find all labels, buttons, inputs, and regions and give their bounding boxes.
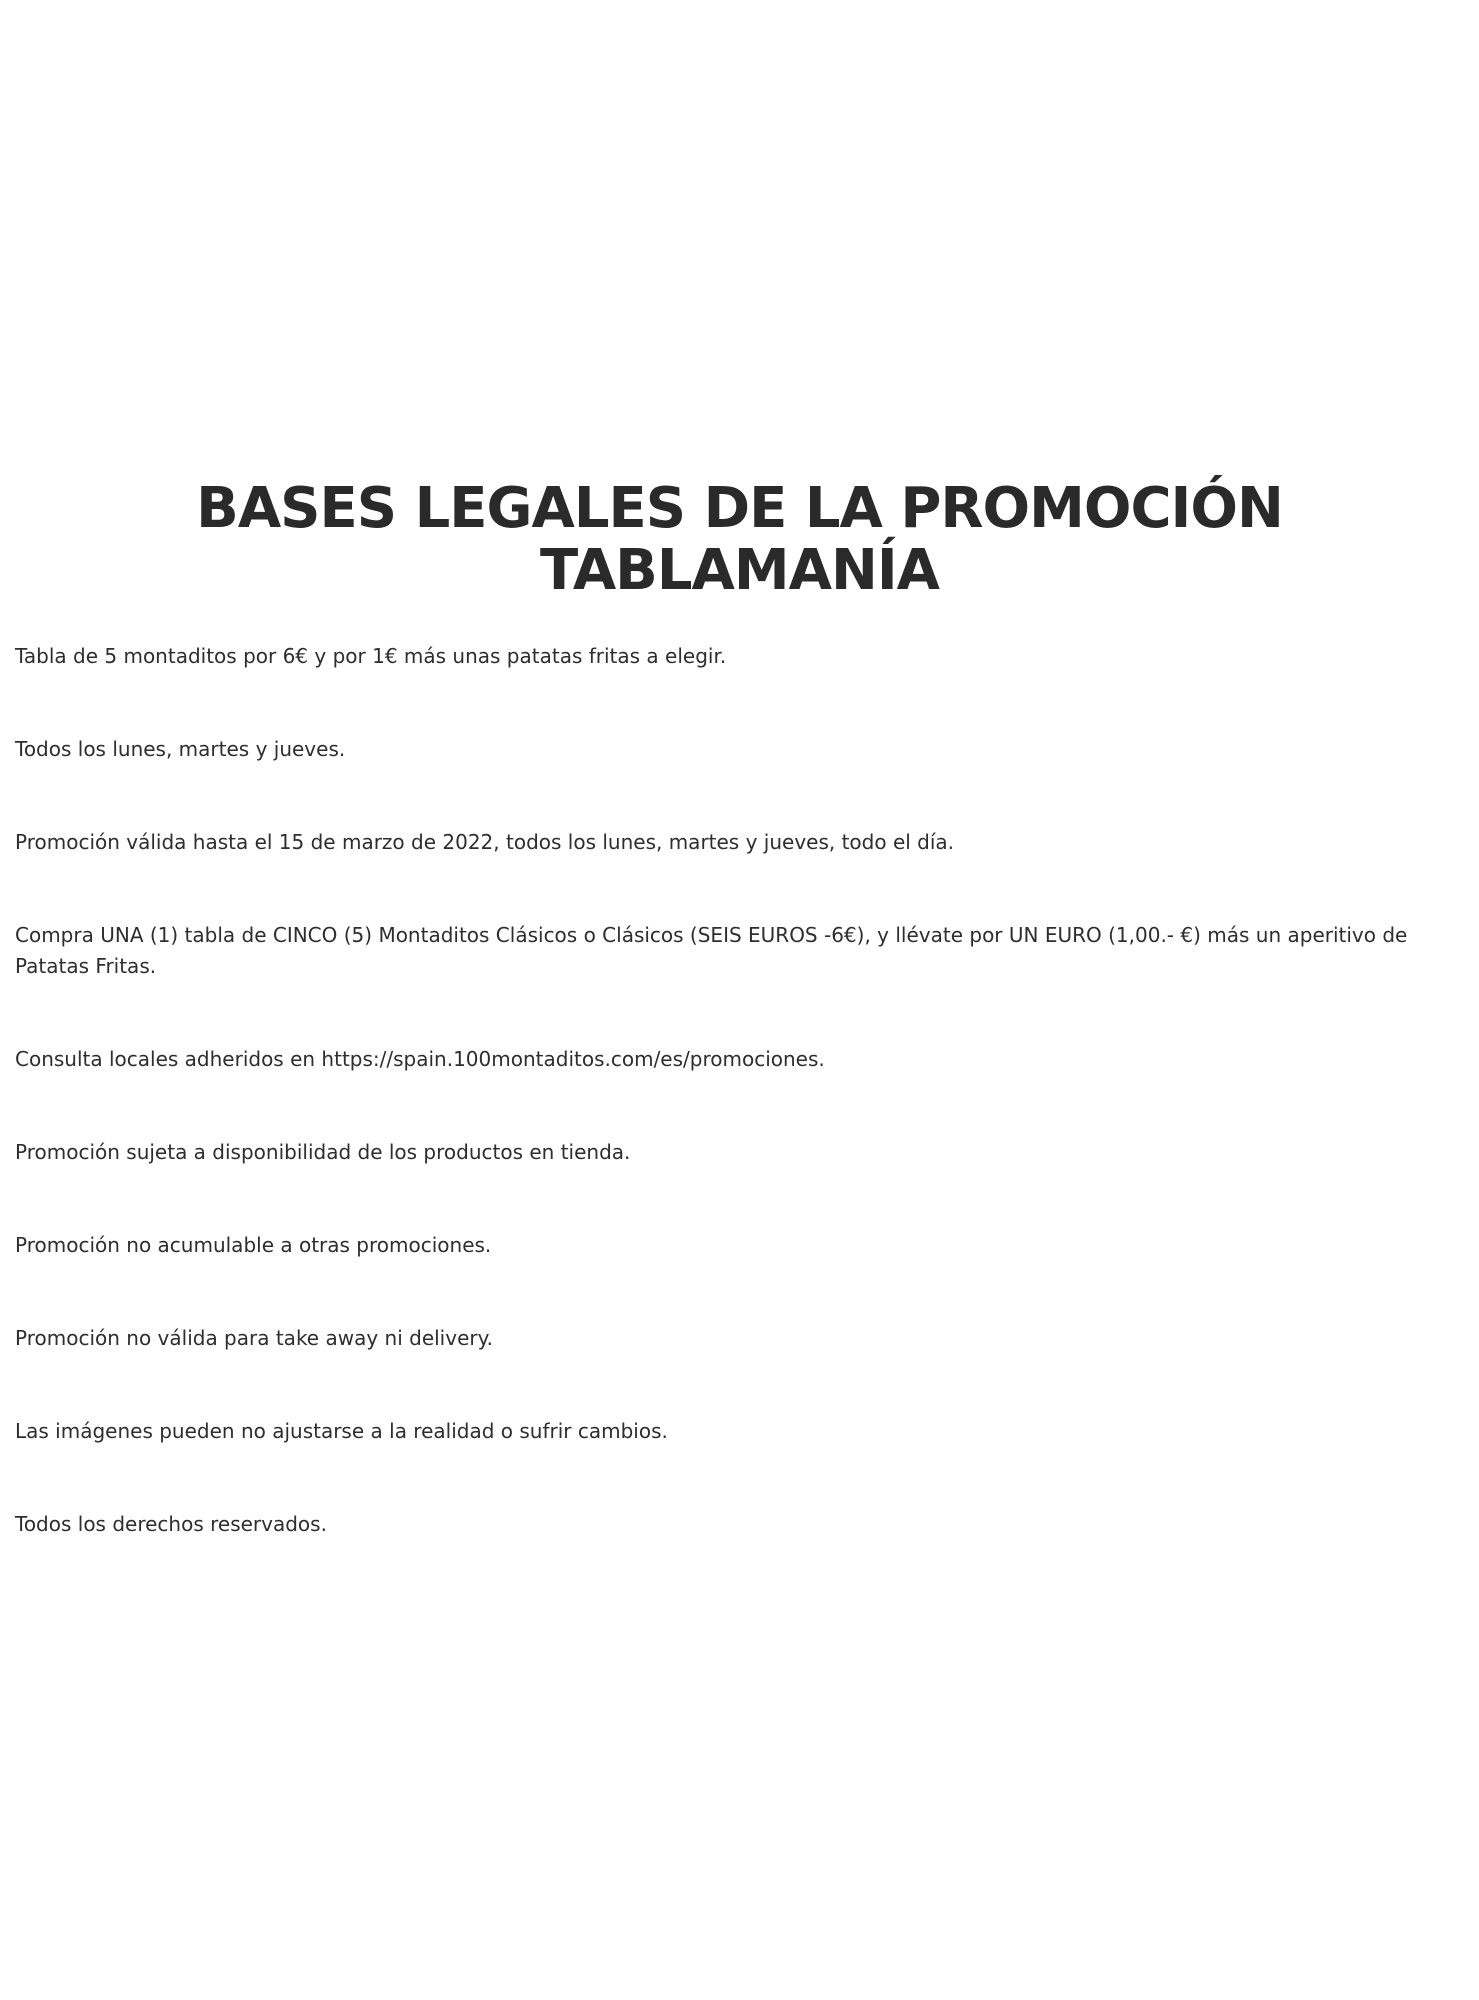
paragraph-participating-stores: Consulta locales adheridos en https://spain.100montaditos.com/es/promociones. <box>15 1047 825 1071</box>
paragraph-images-disclaimer: Las imágenes pueden no ajustarse a la realidad o sufrir cambios. <box>15 1419 668 1443</box>
paragraph-days: Todos los lunes, martes y jueves. <box>15 737 346 761</box>
document-title-line-1: BASES LEGALES DE LA PROMOCIÓN <box>196 476 1283 541</box>
paragraph-availability: Promoción sujeta a disponibilidad de los productos en tienda. <box>15 1140 631 1164</box>
document-title-line-2: TABLAMANÍA <box>539 538 939 603</box>
paragraph-purchase-terms: Compra UNA (1) tabla de CINCO (5) Montaditos Clásicos o Clásicos (SEIS EUROS -6€), y llévate por UN EURO (1,00.- €) más un aperitivo de Patatas Fritas. <box>15 923 1408 978</box>
paragraph-rights-reserved: Todos los derechos reservados. <box>15 1512 327 1536</box>
paragraph-not-cumulative: Promoción no acumulable a otras promociones. <box>15 1233 492 1257</box>
paragraph-validity: Promoción válida hasta el 15 de marzo de 2022, todos los lunes, martes y jueves, todo el día. <box>15 830 955 854</box>
document-title <box>0 478 1479 602</box>
paragraph-offer: Tabla de 5 montaditos por 6€ y por 1€ más unas patatas fritas a elegir. <box>15 644 727 668</box>
paragraph-no-takeaway: Promoción no válida para take away ni delivery. <box>15 1326 493 1350</box>
